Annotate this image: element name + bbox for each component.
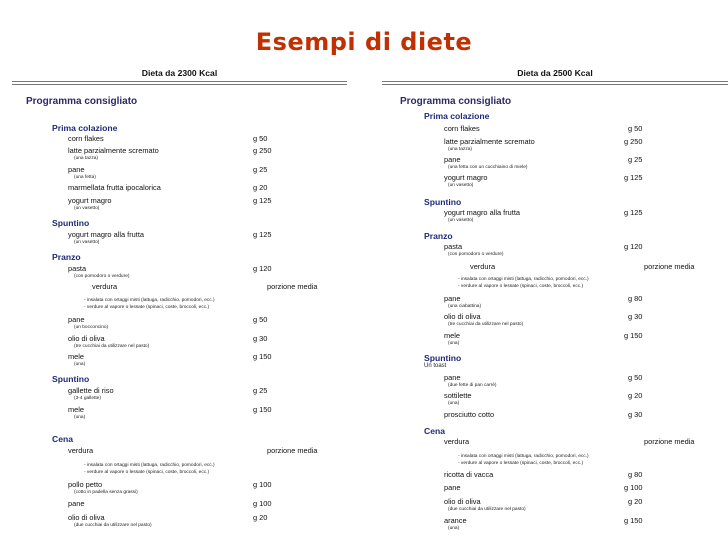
food-note: (3-4 gallette) xyxy=(74,396,101,401)
food-quantity: g 80 xyxy=(628,294,643,303)
food-quantity: g 30 xyxy=(253,334,268,343)
food-quantity: g 150 xyxy=(253,352,272,361)
section-spuntino-2: Spuntino Un toast xyxy=(424,353,462,369)
food-item: latte parzialmente scremato xyxy=(68,146,159,155)
food-note: (due cucchiai da utilizzare nel pasto) xyxy=(74,523,152,528)
food-item: corn flakes xyxy=(444,124,480,133)
food-item: pane xyxy=(444,483,461,492)
food-item: olio di oliva xyxy=(444,312,481,321)
vegetable-details: - insalata con ortaggi misti (lattuga, radicchio, pomodori, ecc.) - verdure al vapore o lessate (spinaci, coste, broccoli, ecc.) xyxy=(458,277,589,289)
food-quantity: g 25 xyxy=(253,165,268,174)
food-quantity: g 50 xyxy=(628,373,643,382)
food-item: pasta xyxy=(444,242,463,251)
page-header: Dieta da 2500 Kcal xyxy=(517,68,593,78)
food-note: (tre cucchiai da utilizzare nel pasto) xyxy=(74,344,150,349)
food-item: verdura xyxy=(444,437,470,446)
section-cena: Cena xyxy=(424,426,446,436)
vegetable-details: - insalata con ortaggi misti (lattuga, radicchio, pomodori, ecc.) - verdure al vapore o lessate (spinaci, coste, broccoli, ecc.) xyxy=(458,454,589,466)
food-item: verdura xyxy=(470,262,496,271)
food-quantity: g 80 xyxy=(628,470,643,479)
food-item: latte parzialmente scremato xyxy=(444,137,535,146)
food-note: (una ciabattina) xyxy=(448,304,482,309)
food-item: yogurt magro xyxy=(444,173,488,182)
food-quantity: g 20 xyxy=(628,391,643,400)
food-note: (tre cucchiai da utilizzare nel pasto) xyxy=(448,322,524,327)
food-quantity: g 30 xyxy=(628,312,643,321)
vegetable-details: - insalata con ortaggi misti (lattuga, radicchio, pomodori, ecc.) - verdure al vapore o lessate (spinaci, coste, broccoli, ecc.) xyxy=(84,463,215,475)
food-quantity: g 100 xyxy=(253,480,272,489)
diet-2300-page xyxy=(12,60,347,546)
food-item: corn flakes xyxy=(68,134,104,143)
food-note: (una tazza) xyxy=(74,156,98,161)
food-item: marmellata frutta ipocalorica xyxy=(68,183,161,192)
program-title: Programma consigliato xyxy=(400,96,512,107)
food-item: pane xyxy=(68,499,85,508)
section-spuntino: Spuntino xyxy=(424,197,462,207)
food-item: verdura xyxy=(92,282,118,291)
food-note: (una) xyxy=(448,526,460,531)
food-quantity: g 125 xyxy=(624,208,643,217)
section-colazione: Prima colazione xyxy=(424,111,490,121)
food-quantity: g 20 xyxy=(628,497,643,506)
food-item: prosciutto cotto xyxy=(444,410,495,419)
section-cena: Cena xyxy=(52,434,74,444)
food-item: pane xyxy=(68,315,85,324)
header-divider xyxy=(12,84,347,85)
food-item: olio di oliva xyxy=(68,513,105,522)
food-quantity: g 50 xyxy=(253,315,268,324)
food-note: (una) xyxy=(74,415,86,420)
food-item: sottilette xyxy=(444,391,472,400)
food-quantity: g 50 xyxy=(253,134,268,143)
slide-title: Esempi di diete xyxy=(255,28,473,56)
food-note: (con pomodoro o verdure) xyxy=(448,252,504,257)
food-quantity: g 120 xyxy=(253,264,272,273)
food-note: (un vasetto) xyxy=(74,240,100,245)
food-quantity: g 125 xyxy=(253,196,272,205)
section-pranzo: Pranzo xyxy=(52,252,81,262)
food-item: mele xyxy=(68,352,85,361)
snack-subtitle: Un toast xyxy=(424,363,447,369)
food-note: (un vasetto) xyxy=(448,183,474,188)
header-divider xyxy=(382,84,728,85)
food-quantity: g 20 xyxy=(253,183,268,192)
food-quantity: porzione media xyxy=(644,262,695,271)
food-note: (un bocconcino) xyxy=(74,325,109,330)
food-quantity: g 250 xyxy=(624,137,643,146)
food-item: yogurt magro alla frutta xyxy=(444,208,520,217)
food-quantity: g 125 xyxy=(253,230,272,239)
food-quantity: g 150 xyxy=(253,405,272,414)
food-item: yogurt magro alla frutta xyxy=(68,230,144,239)
food-quantity: porzione media xyxy=(644,437,695,446)
food-item: pane xyxy=(68,165,85,174)
section-pranzo: Pranzo xyxy=(424,231,453,241)
food-quantity: g 250 xyxy=(253,146,272,155)
food-note: (cotto in padella senza grassi) xyxy=(74,490,138,495)
food-quantity: g 100 xyxy=(253,499,272,508)
food-quantity: g 100 xyxy=(624,483,643,492)
vegetable-details: - insalata con ortaggi misti (lattuga, radicchio, pomodori, ecc.) - verdure al vapore o lessate (spinaci, coste, broccoli, ecc.) xyxy=(84,298,215,310)
food-item: mele xyxy=(68,405,85,414)
food-item: pasta xyxy=(68,264,87,273)
food-item: gallette di riso xyxy=(68,386,114,395)
food-quantity: g 120 xyxy=(624,242,643,251)
food-note: (due fette di pan carrè) xyxy=(448,383,497,388)
food-item: pane xyxy=(444,373,461,382)
food-quantity: g 30 xyxy=(628,410,643,419)
food-note: (una fetta con un cucchiaino di miele) xyxy=(448,165,528,170)
food-quantity: g 25 xyxy=(253,386,268,395)
food-item: olio di oliva xyxy=(444,497,481,506)
section-colazione: Prima colazione xyxy=(52,123,118,133)
food-item: pollo petto xyxy=(68,480,103,489)
food-quantity: porzione media xyxy=(267,282,318,291)
food-quantity: g 125 xyxy=(624,173,643,182)
food-note: (due cucchiai da utilizzare nel pasto) xyxy=(448,507,526,512)
food-note: (una) xyxy=(74,362,86,367)
food-quantity: g 150 xyxy=(624,331,643,340)
page-header: Dieta da 2300 Kcal xyxy=(141,68,218,78)
food-item: yogurt magro xyxy=(68,196,112,205)
food-item: ricotta di vacca xyxy=(444,470,494,479)
food-note: (una) xyxy=(448,341,460,346)
program-title: Programma consigliato xyxy=(26,96,138,107)
food-item: olio di oliva xyxy=(68,334,105,343)
section-spuntino: Spuntino xyxy=(52,218,90,228)
food-quantity: g 25 xyxy=(628,155,643,164)
food-quantity: porzione media xyxy=(267,446,318,455)
food-item: pane xyxy=(444,294,461,303)
food-note: (una) xyxy=(448,401,460,406)
food-item: pane xyxy=(444,155,461,164)
food-item: mele xyxy=(444,331,461,340)
food-note: (un vasetto) xyxy=(448,218,474,223)
food-item: arance xyxy=(444,516,467,525)
food-note: (una fetta) xyxy=(74,175,96,180)
food-quantity: g 20 xyxy=(253,513,268,522)
section-spuntino-2: Spuntino xyxy=(52,374,90,384)
food-quantity: g 50 xyxy=(628,124,643,133)
header-divider xyxy=(12,81,347,82)
food-note: (una tazza) xyxy=(448,147,472,152)
header-divider xyxy=(382,81,728,82)
food-note: (con pomodoro o verdure) xyxy=(74,274,130,279)
food-quantity: g 150 xyxy=(624,516,643,525)
food-item: verdura xyxy=(68,446,94,455)
diet-2500-page xyxy=(382,60,728,546)
food-note: (un vasetto) xyxy=(74,206,100,211)
